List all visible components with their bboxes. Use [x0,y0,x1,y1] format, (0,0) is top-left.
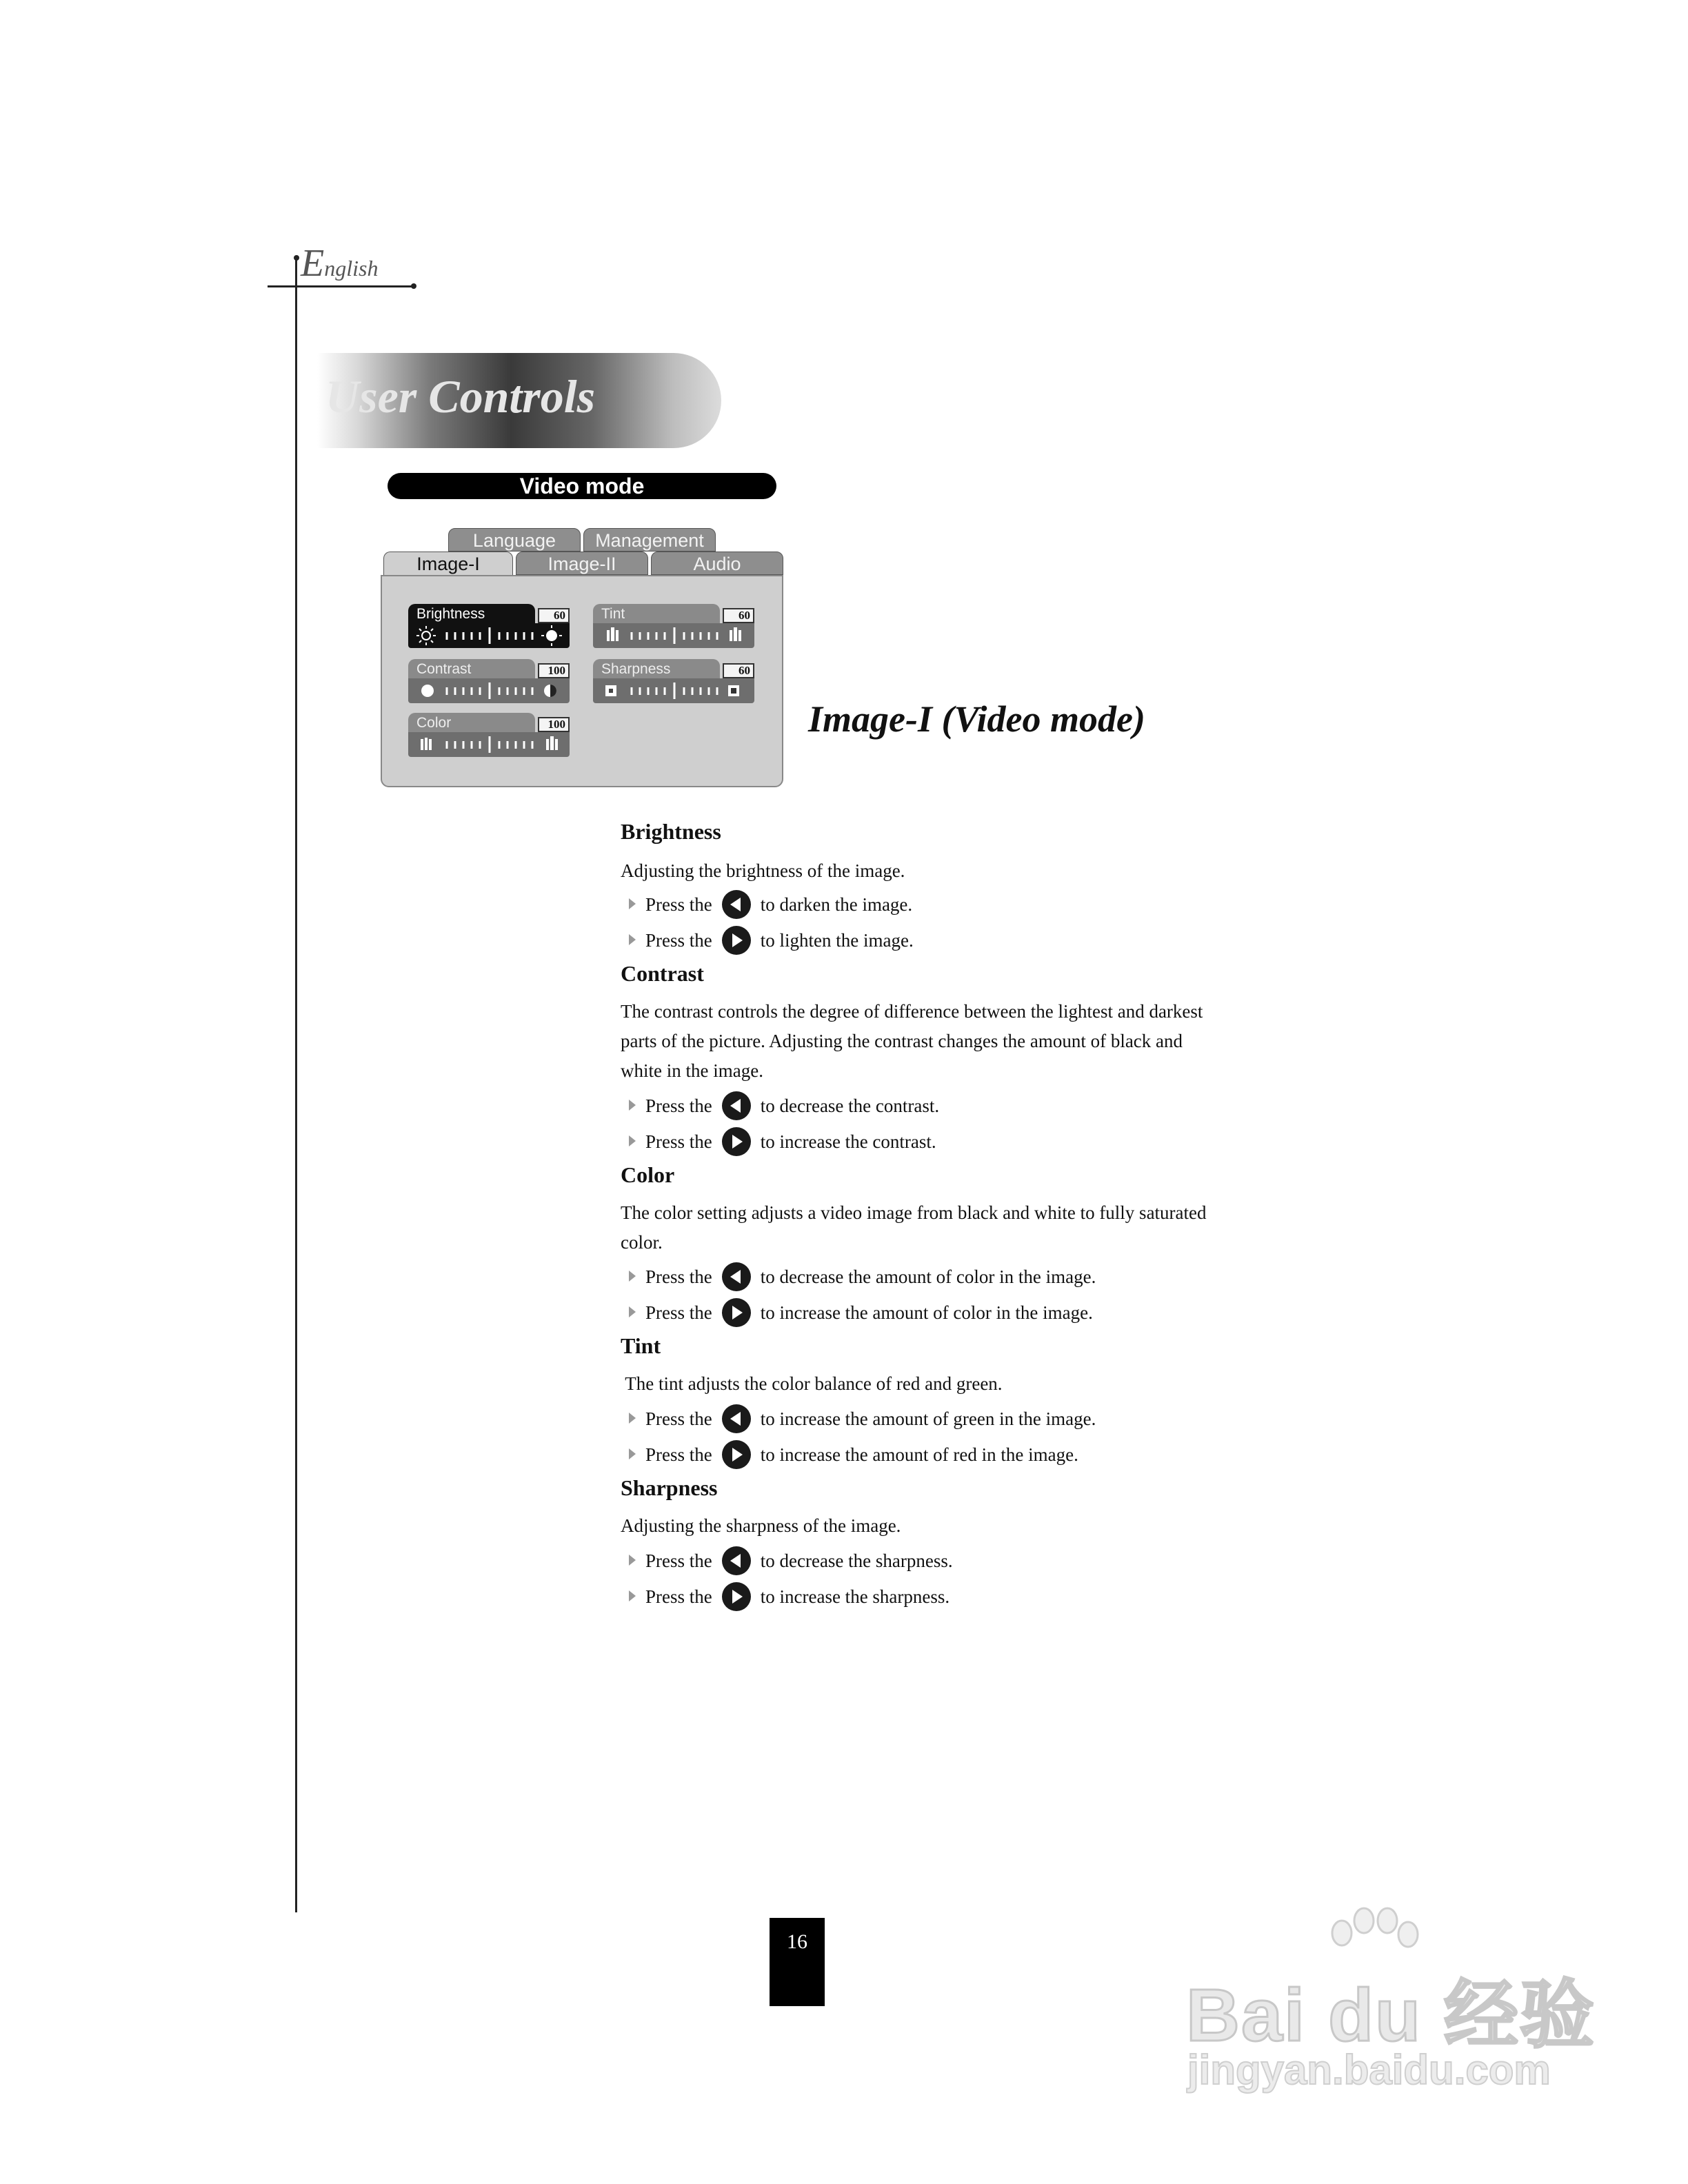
bullet-arrow-icon [629,934,636,945]
margin-rule [295,256,297,1912]
bullet-arrow-icon [629,1100,636,1111]
rule-dot-top [294,255,299,261]
tint-slider[interactable] [593,623,754,648]
bullet-contrast-right: Press the to increase the contrast. [629,1129,936,1158]
right-arrow-button-icon [722,1298,751,1327]
language-header [301,241,378,285]
heading-brightness: Brightness [621,819,721,844]
bullet-color-left: Press the to decrease the amount of color in the image. [629,1264,1096,1293]
rule-dot-right [411,283,416,289]
tint-slider-graphic [593,623,754,648]
color-slider[interactable] [408,732,570,757]
desc-color: The color setting adjusts a video image from black and white to fully saturated color. [621,1202,1207,1253]
desc-tint: The tint adjusts the color balance of red and green. [621,1373,1003,1394]
slider-ticks [447,682,532,699]
circle-filled-icon [421,685,434,697]
sharpness-value: 60 [723,663,754,678]
tab-audio[interactable]: Audio [651,552,783,575]
tab-management[interactable]: Management [583,528,716,552]
desc-contrast: The contrast controls the degree of difference between the lightest and darkest parts of the picture. Adjusting the contrast changes the amount of black and white in the image. [621,1001,1203,1081]
bullet-brightness-right: Press the to lighten the image. [629,928,914,957]
left-arrow-button-icon [722,1262,751,1291]
bullet-sharpness-right: Press the to increase the sharpness. [629,1584,950,1613]
bullet-arrow-icon [629,1555,636,1566]
tab-language[interactable]: Language [448,528,581,552]
language-label: nglish [324,256,379,281]
banner-title: User Controls [325,370,596,423]
heading-color: Color [621,1162,675,1187]
contrast-slider[interactable] [408,678,570,703]
brightness-slider[interactable] [408,623,570,648]
sharpness-slider[interactable] [593,678,754,703]
bullet-brightness-left: Press the to darken the image. [629,892,912,921]
heading-contrast: Contrast [621,961,704,986]
bullet-arrow-icon [629,1413,636,1424]
tint-bars-icon [730,627,741,641]
slider-ticks [632,682,717,699]
tint-bars-icon [607,627,619,641]
left-arrow-button-icon [722,890,751,919]
bullet-sharpness-left: Press the to decrease the sharpness. [629,1548,953,1577]
brightness-slider-graphic [408,623,570,648]
heading-tint: Tint [621,1333,661,1358]
sun-outline-icon [416,626,436,645]
brightness-value: 60 [538,608,570,623]
right-arrow-button-icon [722,1127,751,1156]
tint-value: 60 [723,608,754,623]
brightness-control-label: Brightness [408,604,535,625]
slider-ticks [447,736,532,753]
contrast-control-label: Contrast [408,659,535,680]
bullet-arrow-icon [629,1590,636,1601]
desc-sharpness: Adjusting the sharpness of the image. [621,1515,901,1536]
bullet-arrow-icon [629,1135,636,1146]
heading-sharpness: Sharpness [621,1475,718,1500]
sharp-square-icon [728,685,739,696]
bullet-arrow-icon [629,898,636,909]
color-control-label: Color [408,713,535,734]
tab-image-i[interactable]: Image-I [383,552,513,575]
left-arrow-button-icon [722,1091,751,1120]
bullet-tint-right: Press the to increase the amount of red in the image. [629,1442,1078,1471]
left-arrow-button-icon [722,1404,751,1433]
color-bars-icon [546,736,558,750]
language-initial: E [301,242,325,285]
color-slider-graphic [408,732,570,757]
desc-brightness: Adjusting the brightness of the image. [621,860,905,881]
tab-image-ii[interactable]: Image-II [516,552,648,575]
bullet-arrow-icon [629,1271,636,1282]
right-arrow-button-icon [722,1582,751,1611]
bullet-color-right: Press the to increase the amount of color in the image. [629,1300,1093,1329]
watermark-brand: Bai du 经验 [1186,1973,1596,2056]
bullet-tint-left: Press the to increase the amount of green in the image. [629,1406,1096,1435]
sharp-square-icon [605,685,616,696]
contrast-slider-graphic [408,678,570,703]
header-rule [268,285,414,287]
half-circle-icon [544,685,556,697]
bullet-arrow-icon [629,1306,636,1317]
left-arrow-button-icon [722,1546,751,1575]
contrast-value: 100 [538,663,570,678]
bullet-arrow-icon [629,1448,636,1459]
right-arrow-button-icon [722,926,751,955]
tint-control-label: Tint [593,604,720,625]
bullet-contrast-left: Press the to decrease the contrast. [629,1093,939,1122]
right-arrow-button-icon [722,1440,751,1469]
sharpness-control-label: Sharpness [593,659,720,680]
section-title: Image-I (Video mode) [808,698,1145,740]
color-value: 100 [538,717,570,732]
sun-filled-icon [541,625,562,646]
watermark-url: jingyan.baidu.com [1187,2047,1551,2093]
slider-ticks [447,627,532,644]
page-number: 16 [770,1918,825,2006]
slider-ticks [632,627,717,644]
sharpness-slider-graphic [593,678,754,703]
video-mode-pill: Video mode [388,473,776,499]
color-bars-icon [421,738,432,750]
